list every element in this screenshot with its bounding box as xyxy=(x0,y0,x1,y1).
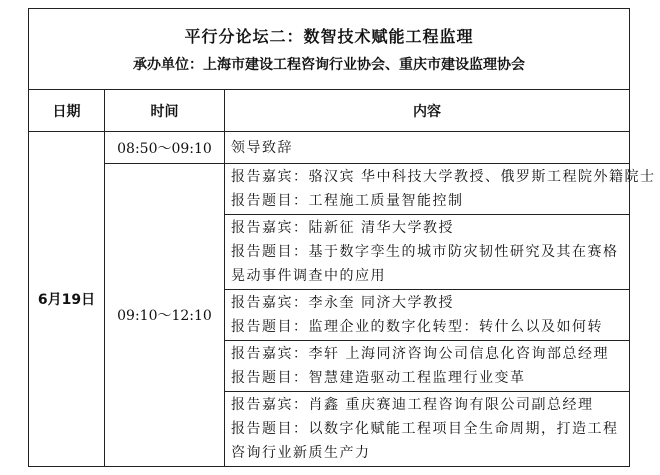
talk-speaker: 报告嘉宾：肖鑫 重庆赛迪工程咨询有限公司副总经理 xyxy=(231,397,594,413)
opening-row xyxy=(29,132,630,164)
talk-row xyxy=(29,164,630,215)
talk-topic: 报告题目：基于数字孪生的城市防灾韧性研究及其在赛格晃动事件调查中的应用 xyxy=(231,244,619,284)
agenda-table xyxy=(28,8,656,467)
opening-time: 08:50～09:10 xyxy=(105,132,225,164)
organizers-line: 承办单位：上海市建设工程咨询行业协会、重庆市建设监理协会 xyxy=(133,57,525,73)
talk-cell xyxy=(225,290,630,341)
talk-cell xyxy=(225,341,630,392)
column-header-date: 日期 xyxy=(29,90,105,132)
talk-speaker: 报告嘉宾：骆汉宾 华中科技大学教授、俄罗斯工程院外籍院士 xyxy=(231,169,656,185)
title-row xyxy=(29,9,630,90)
talk-speaker: 报告嘉宾：李永奎 同济大学教授 xyxy=(231,295,454,311)
talk-cell xyxy=(225,164,656,215)
talk-speaker: 报告嘉宾：陆新征 清华大学教授 xyxy=(231,220,454,236)
talk-speaker: 报告嘉宾：李轩 上海同济咨询公司信息化咨询部总经理 xyxy=(231,346,609,362)
title-cell xyxy=(29,9,630,90)
talk-topic: 报告题目：工程施工质量智能控制 xyxy=(231,193,464,209)
column-header-row xyxy=(29,90,630,132)
column-header-content: 内容 xyxy=(225,90,630,132)
talk-topic: 报告题目：智慧建造驱动工程监理行业变革 xyxy=(231,370,526,386)
talk-cell xyxy=(225,392,630,467)
talk-topic: 报告题目：以数字化赋能工程项目全生命周期，打造工程咨询行业新质生产力 xyxy=(231,421,619,461)
column-header-time: 时间 xyxy=(105,90,225,132)
session-time: 09:10～12:10 xyxy=(105,164,225,467)
talk-cell xyxy=(225,215,630,290)
date-cell: 6月19日 xyxy=(29,132,105,467)
opening-content: 领导致辞 xyxy=(225,132,630,164)
talk-topic: 报告题目：监理企业的数字化转型：转什么以及如何转 xyxy=(231,319,603,335)
forum-title: 平行分论坛二：数智技术赋能工程监理 xyxy=(184,27,474,46)
